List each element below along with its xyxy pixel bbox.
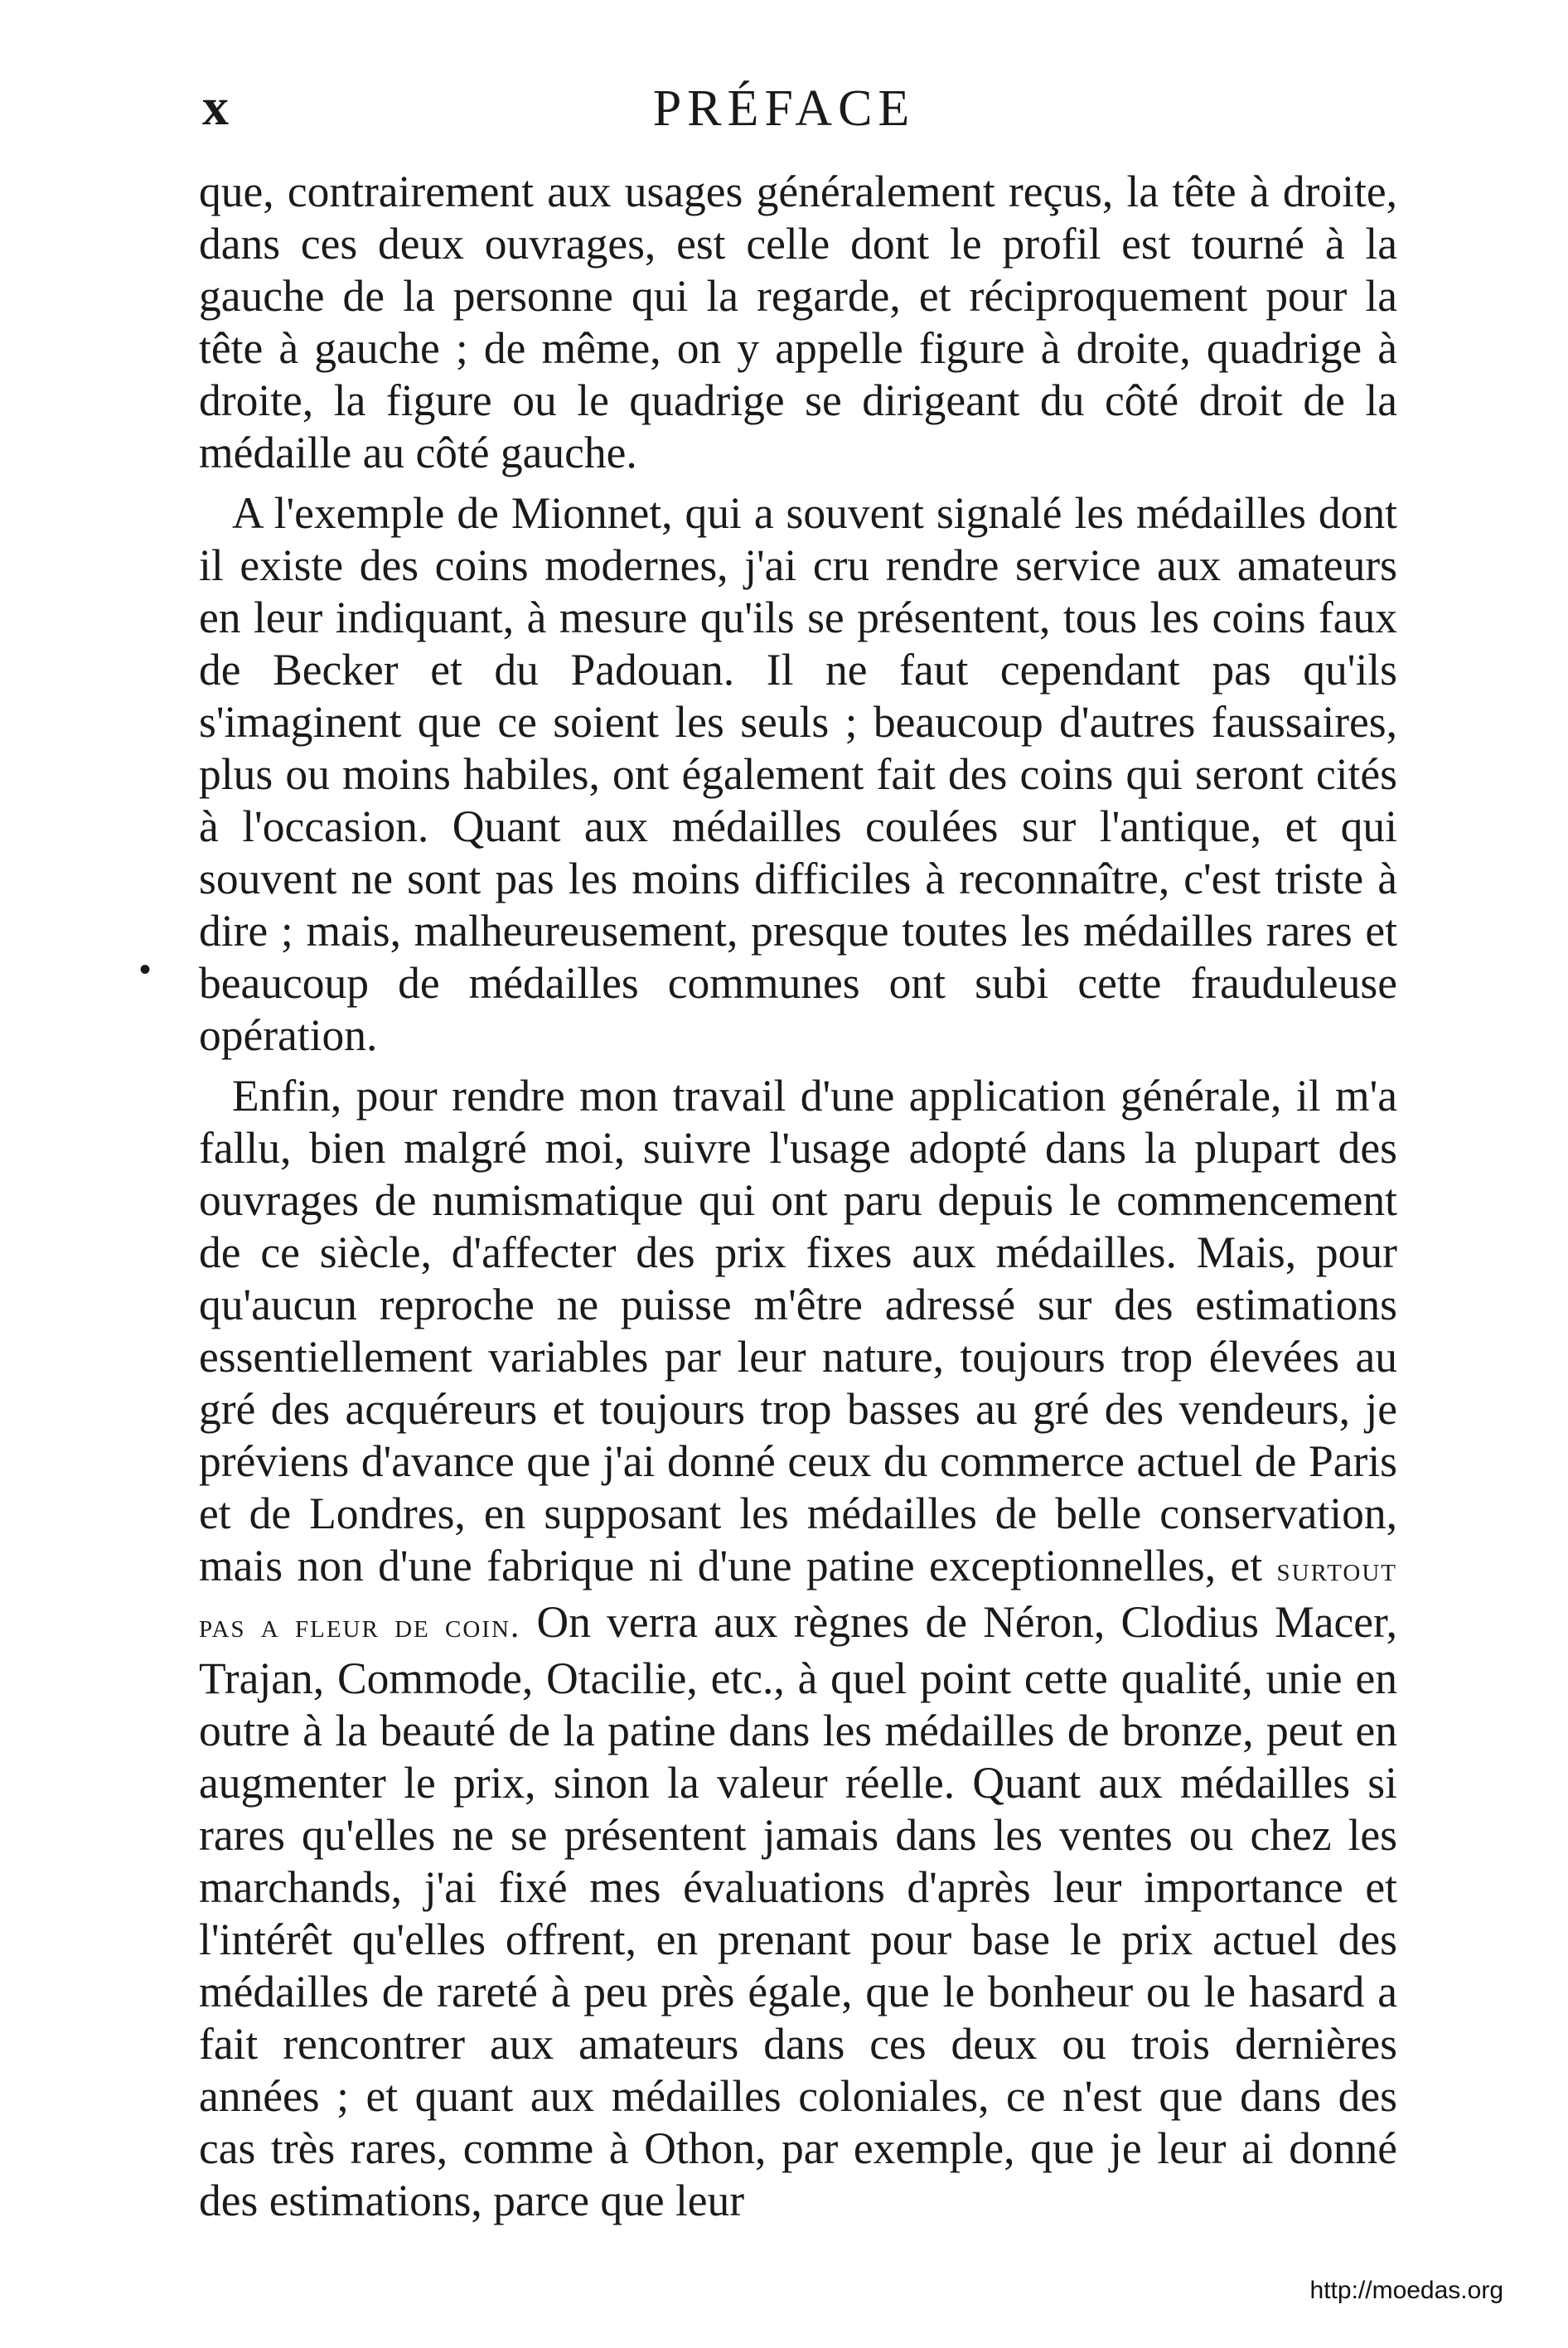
paragraph-enfin-part-1: Enfin, pour rendre mon travail d'une application générale, il m'a fallu, bien malgré moi, suivre l'usage adopté dans la plupart des ouvrages de numismatique qui ont paru depuis le commencement de ce siècle, d'affecter des prix fixes aux médailles. Mais, pour qu'aucun reproche ne puisse m'être adressé sur des estimations essentiellement variables par leur nature, toujours trop élevées au gré des acquéreurs et toujours trop basses au gré des vendeurs, je préviens d'avance que j'ai donné ceux du commerce actuel de Paris et de Londres, en supposant les médailles de belle conservation, mais non d'une fabrique ni d'une patine exceptionnelles, et	[199, 1071, 1397, 1590]
paragraph-enfin	[199, 1070, 1397, 2227]
margin-mark: •	[139, 951, 152, 988]
running-head: PRÉFACE	[652, 80, 916, 137]
paragraph-continuation: que, contrairement aux usages généralement reçus, la tête à droite, dans ces deux ouvrages, est celle dont le profil est tourné à la gauche de la personne qui la regarde, et réciproquement pour la tête à gauche ; de même, on y appelle figure à droite, quadrige à droite, la figure ou le quadrige se dirigeant du côté droit de la médaille au côté gauche.	[199, 167, 1397, 477]
paragraph-enfin-part-2: On verra aux règnes de Néron, Clodius Macer, Trajan, Commode, Otacilie, etc., à quel point cette qualité, unie en outre à la beauté de la patine dans les médailles de bronze, peut en augmenter le prix, sinon la valeur réelle. Quant aux médailles si rares qu'elles ne se présentent jamais dans les ventes ou chez les marchands, j'ai fixé mes évaluations d'après leur importance et l'intérêt qu'elles offrent, en prenant pour base le prix actuel des médailles de rareté à peu près égale, que le bonheur ou le hasard a fait rencontrer aux amateurs dans ces deux ou trois dernières années ; et quant aux médailles coloniales, ce n'est que dans des cas très rares, comme à Othon, par exemple, que je leur ai donné des estimations, parce que leur	[199, 1597, 1397, 2225]
paragraph-mionnet: A l'exemple de Mionnet, qui a souvent signalé les médailles dont il existe des coins modernes, j'ai cru rendre service aux amateurs en leur indiquant, à mesure qu'ils se présentent, tous les coins faux de Becker et du Padouan. Il ne faut cependant pas qu'ils s'imaginent que ce soient les seuls ; beaucoup d'autres faussaires, plus ou moins habiles, ont également fait des coins qui seront cités à l'occasion. Quant aux médailles coulées sur l'antique, et qui souvent ne sont pas les moins difficiles à reconnaître, c'est triste à dire ; mais, malheureusement, presque toutes les médailles rares et beaucoup de médailles communes ont subi cette frauduleuse opération.	[199, 488, 1397, 1060]
small-caps-phrase: surtout pas a fleur de coin.	[199, 1551, 1397, 1645]
page-number: x	[202, 77, 230, 136]
watermark-link[interactable]: http://moedas.org	[1309, 2277, 1503, 2304]
body-text	[199, 166, 1397, 2227]
